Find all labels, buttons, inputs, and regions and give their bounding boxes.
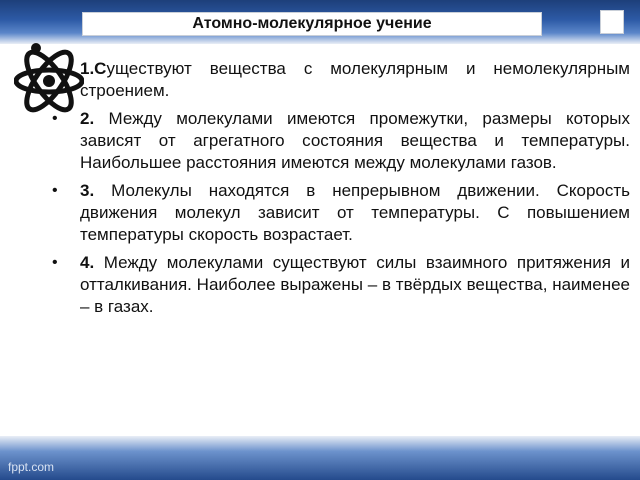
footer-band	[0, 436, 640, 480]
item-number: 4.	[80, 253, 95, 272]
item-number: 3.	[80, 181, 95, 200]
item-number: 2.	[80, 109, 95, 128]
item-number: 1.С	[80, 59, 107, 78]
bullet: •	[52, 254, 58, 271]
corner-square	[600, 10, 624, 34]
item-text: Молекулы находятся в непрерывном движении. Скорость движения молекул зависит от температуры. С повышением температуры скорость возрастает.	[80, 181, 630, 244]
item-text: уществуют вещества с молекулярным и немолекулярным строением.	[80, 59, 630, 100]
list-item	[52, 252, 630, 318]
slide-title-text: Атомно-молекулярное учение	[192, 15, 432, 32]
item-text: Между молекулами имеются промежутки, размеры которых зависят от агрегатного состояния вещества и температуры. Наибольшее расстояния имеются между молекулами газов.	[80, 109, 630, 172]
bullet: •	[52, 182, 58, 199]
slide-title	[82, 12, 542, 36]
list-item	[52, 58, 630, 102]
footer-watermark: fppt.com	[8, 460, 55, 474]
list-item	[52, 108, 630, 174]
content-list	[52, 58, 630, 318]
bullet: •	[52, 110, 58, 127]
list-item	[52, 180, 630, 246]
item-text: Между молекулами существуют силы взаимного притяжения и отталкивания. Наиболее выражены – в твёрдых вещества, наименее – в газах.	[80, 253, 630, 316]
